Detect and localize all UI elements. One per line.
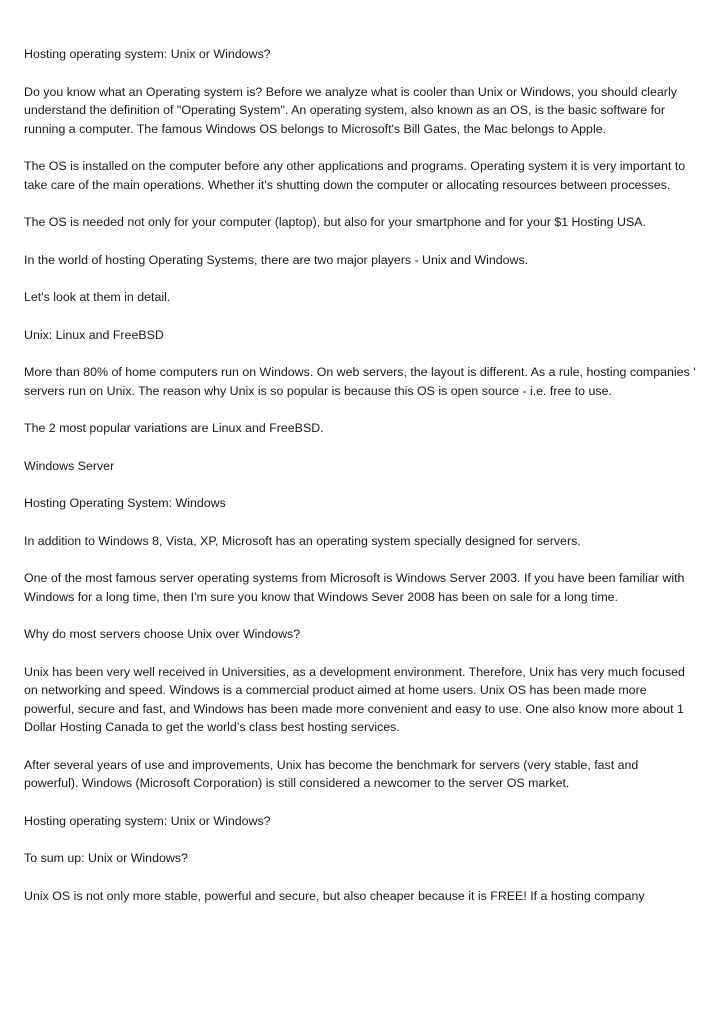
paragraph-conclusion: Unix OS is not only more stable, powerful and secure, but also cheaper because it is FREE! If a hosting company	[24, 888, 645, 903]
paragraph-os-needed: The OS is needed not only for your computer (laptop), but also for your smartphone and for your $1 Hosting USA.	[24, 215, 646, 229]
heading-hosting-os: Hosting operating system: Unix or Windows?	[24, 813, 271, 828]
paragraph-home-computers: More than 80% of home computers run on Windows. On web servers, the layout is different. As a rule, hosting companies ' servers run on Unix. The reason why Unix is so popular is because this OS is open source - i.e. free to use.	[24, 365, 696, 398]
heading-why-unix: Why do most servers choose Unix over Windows?	[24, 627, 301, 641]
paragraph-universities: Unix has been very well received in Universities, as a development environment. Therefore, Unix has very much focused on networking and speed. Windows is a commercial product aimed at home users. Unix OS has been made more powerful, secure and fast, and Windows has been made more convenient and easy to use. One also know more about 1 Dollar Hosting Canada to get the world’s class best hosting services.	[24, 664, 685, 734]
paragraph-major-players: In the world of hosting Operating Systems, there are two major players - Unix and Windows.	[24, 252, 529, 267]
heading-hosting-windows: Hosting Operating System: Windows	[24, 496, 226, 510]
paragraph-windows-versions: In addition to Windows 8, Vista, XP, Microsoft has an operating system specially designed for servers.	[24, 533, 581, 548]
document-page	[24, 45, 696, 924]
paragraph-os-install: The OS is installed on the computer before any other applications and programs. Operating system it is very important to take care of the main operations. Whether it's shutting down the computer or allocating resources between processes.	[24, 159, 686, 192]
paragraph-title: Hosting operating system: Unix or Windows?	[24, 47, 271, 61]
heading-unix: Unix: Linux and FreeBSD	[24, 327, 164, 342]
heading-windows-server: Windows Server	[24, 458, 115, 473]
paragraph-benchmark: After several years of use and improvements, Unix has become the benchmark for servers (very stable, fast and powerful). Windows (Microsoft Corporation) is still considered a newcomer to the server OS market.	[24, 757, 639, 790]
paragraph-variations: The 2 most popular variations are Linux and FreeBSD.	[24, 421, 324, 435]
paragraph-detail: Let's look at them in detail.	[24, 290, 171, 304]
paragraph-server-2003: One of the most famous server operating systems from Microsoft is Windows Server 2003. If you have been familiar with Windows for a long time, then I'm sure you know that Windows Sever 2008 has been on sale for a long time.	[24, 571, 685, 604]
heading-sum-up: To sum up: Unix or Windows?	[24, 851, 188, 865]
paragraph-intro: Do you know what an Operating system is? Before we analyze what is cooler than Unix or Windows, you should clearly understand the definition of "Operating System". An operating system, also known as an OS, is the basic software for running a computer. The famous Windows OS belongs to Microsoft's Bill Gates, the Mac belongs to Apple.	[24, 84, 677, 136]
